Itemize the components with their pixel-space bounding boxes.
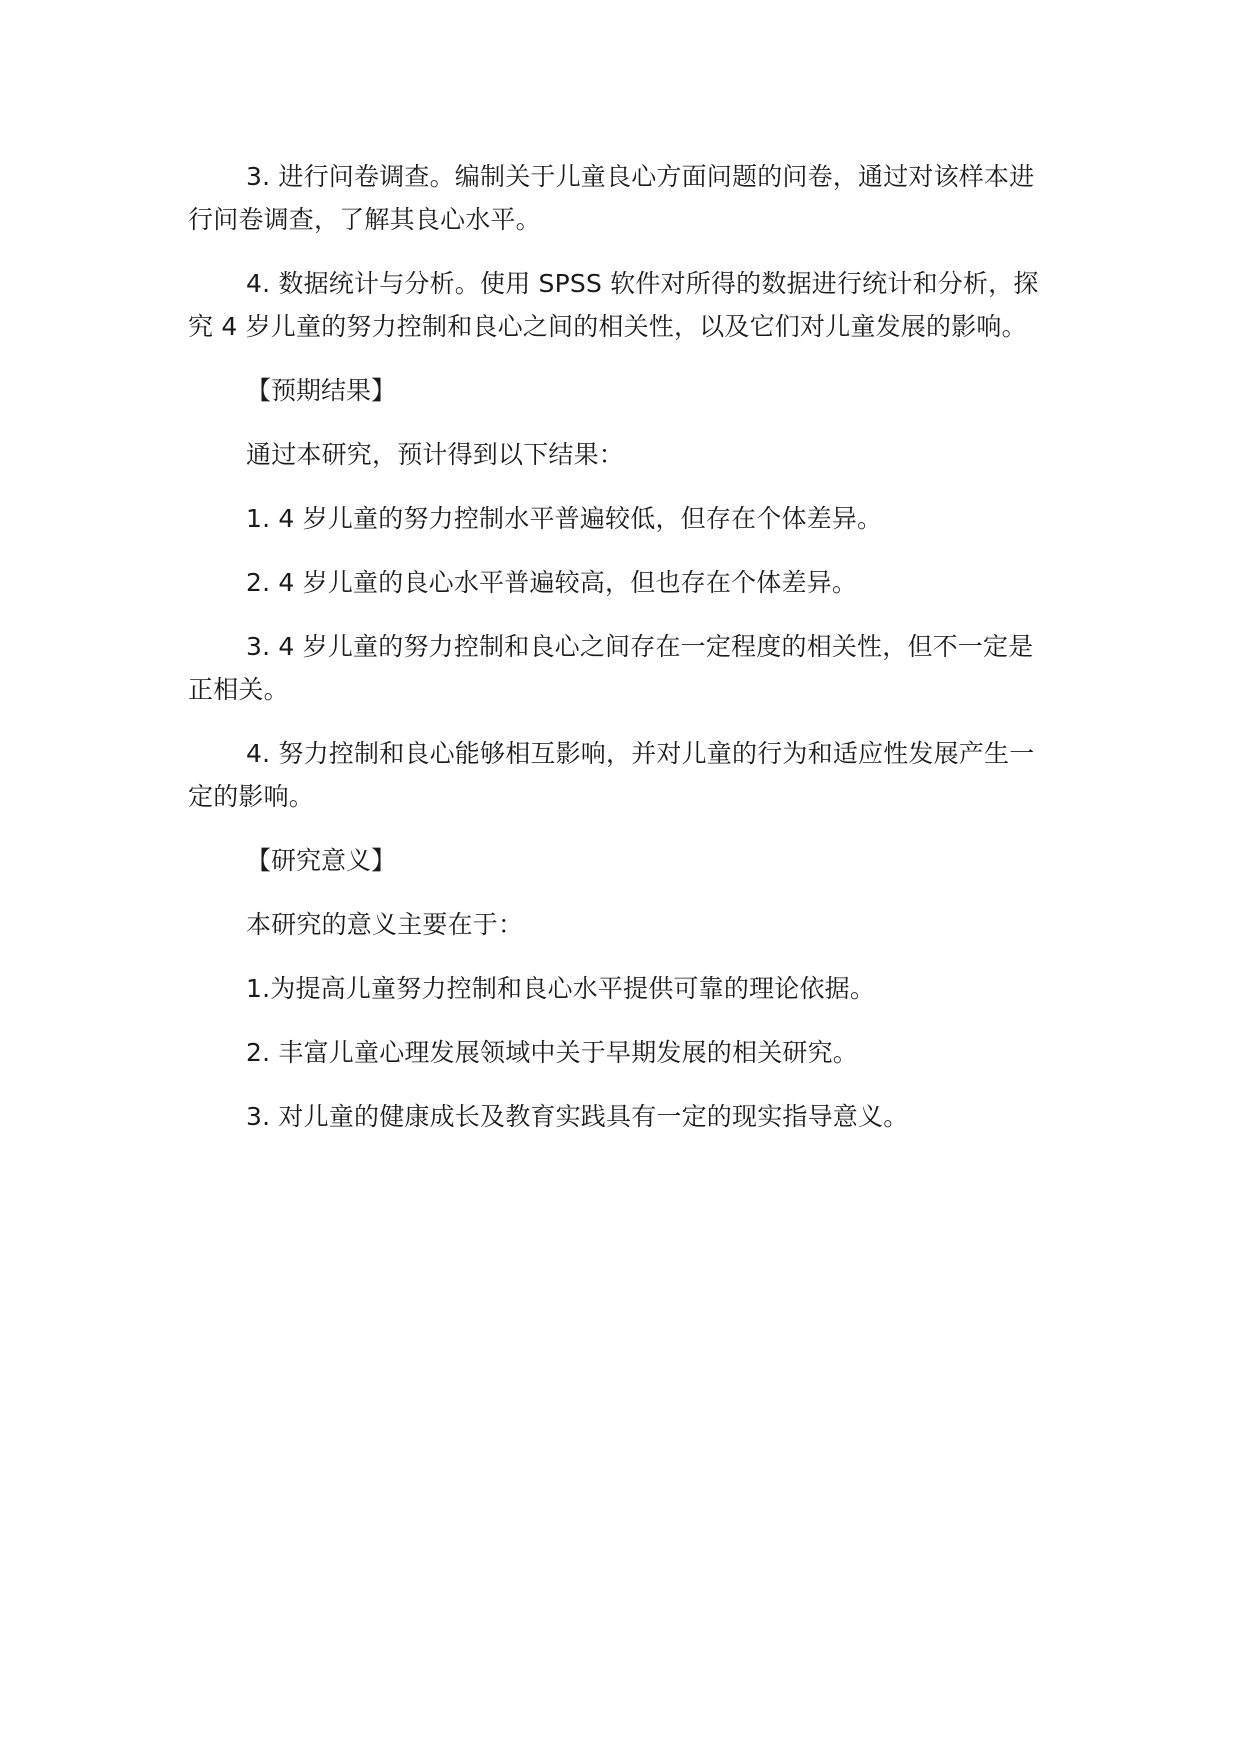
method-statistics-paragraph: 4. 数据统计与分析。使用 SPSS 软件对所得的数据进行统计和分析，探究 4 岁儿童的努力控制和良心之间的相关性，以及它们对儿童发展的影响。 bbox=[188, 269, 1039, 341]
method-questionnaire-paragraph: 3. 进行问卷调查。编制关于儿童良心方面问题的问卷，通过对该样本进行问卷调查，了解其良心水平。 bbox=[188, 162, 1035, 234]
expected-results-heading: 【预期结果】 bbox=[246, 376, 397, 405]
research-significance-heading: 【研究意义】 bbox=[246, 846, 397, 875]
expected-results-intro: 通过本研究，预计得到以下结果： bbox=[246, 440, 625, 469]
document-body bbox=[188, 155, 1058, 1159]
expected-result-item-2: 2. 4 岁儿童的良心水平普遍较高，但也存在个体差异。 bbox=[246, 568, 858, 597]
significance-item-1: 1.为提高儿童努力控制和良心水平提供可靠的理论依据。 bbox=[246, 974, 876, 1003]
expected-result-item-3: 3. 4 岁儿童的努力控制和良心之间存在一定程度的相关性，但不一定是正相关。 bbox=[188, 632, 1034, 704]
research-significance-intro: 本研究的意义主要在于： bbox=[246, 910, 524, 939]
expected-result-item-1: 1. 4 岁儿童的努力控制水平普遍较低，但存在个体差异。 bbox=[246, 504, 883, 533]
significance-item-2: 2. 丰富儿童心理发展领域中关于早期发展的相关研究。 bbox=[246, 1038, 859, 1067]
expected-result-item-4: 4. 努力控制和良心能够相互影响，并对儿童的行为和适应性发展产生一定的影响。 bbox=[188, 739, 1035, 811]
significance-item-3: 3. 对儿童的健康成长及教育实践具有一定的现实指导意义。 bbox=[246, 1102, 909, 1131]
